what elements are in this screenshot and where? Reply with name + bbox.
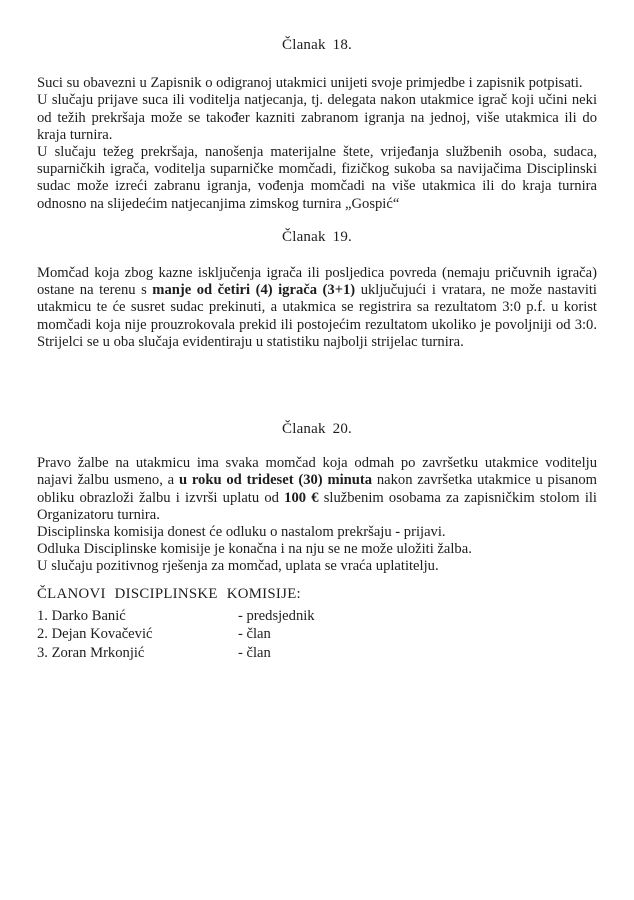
member-role: - član (238, 644, 271, 661)
commission-section (37, 586, 597, 662)
article-20-body (37, 455, 597, 575)
paragraph-text: službenim osobama za zapisničkim stolom ili Organizatoru turnira. (37, 489, 597, 523)
bold-text: 100 € (284, 489, 319, 506)
article-18-paragraph-3: U slučaju težeg prekršaja, nanošenja materijalne štete, vrijeđanja službenih osoba, sudaca, suparničkih igrača, voditelja suparničke momčadi, fizičkog sukoba sa navijačima Disciplinski sudac može izreći zabranu igranja, vođenja momčadi na više utakmica ili do kraja turnira odnosno na slijedećim natjecanjima zimskog turnira „Gospić“ (37, 144, 597, 212)
article-19-body (37, 265, 597, 351)
paragraph-text: Pravo žalbe na utakmicu ima svaka momčad koja odmah po završetku utakmice voditelju najavi žalbu usmeno, a (37, 455, 597, 489)
article-18-paragraph-1: Suci su obavezni u Zapisnik o odigranoj utakmici unijeti svoje primjedbe i zapisnik potpisati. (37, 75, 583, 92)
bold-text: manje od četiri (4) igrača (3+1) (152, 282, 356, 299)
member-role: - član (238, 626, 271, 643)
article-20-paragraph-3: Odluka Disciplinske komisije je konačna i na nju se ne može uložiti žalba. (37, 541, 472, 558)
member-name: 1. Darko Banić (37, 607, 126, 624)
member-name: 2. Dejan Kovačević (37, 626, 153, 643)
article-20 (37, 421, 597, 576)
paragraph-text: nakon završetka utakmice u pisanom obliku obrazloži žalbu i izvrši uplatu od (37, 472, 597, 506)
article-20-paragraph-1 (37, 455, 597, 524)
paragraph-text: uključujući i vratara, ne može nastaviti utakmicu te će susret sudac prekinuti, a utakmica se registrira sa rezultatom 3:0 p.f. u korist momčadi koja nije prouzrokovala prekid ili postojećim rezultatom ukoliko je povoljniji od 3:0. Strijelci se u oba slučaja evidentiraju u statistiku najbolji strijelac turnira. (37, 282, 597, 350)
article-20-paragraph-2: Disciplinska komisija donest će odluku o nastalom prekršaju - prijavi. (37, 524, 446, 541)
member-name: 3. Zoran Mrkonjić (37, 644, 145, 661)
article-18-paragraph-2: U slučaju prijave suca ili voditelja natjecanja, tj. delegata nakon utakmice igrač koji učini neki od težih prekršaja može se također kazniti zabranom igranja na jednoj, više utakmica ili do kraja turnira. (37, 92, 597, 143)
member-role: - predsjednik (238, 607, 315, 624)
commission-heading: ČLANOVI DISCIPLINSKE KOMISIJE: (37, 585, 301, 602)
commission-member-row (37, 644, 597, 662)
article-18-title: Članak 18. (282, 37, 352, 53)
paragraph-text: Momčad koja zbog kazne isključenja igrača ili posljedica povreda (nemaju pričuvnih igrača) ostane na terenu s (37, 265, 597, 299)
article-18-body (37, 75, 597, 213)
article-20-paragraph-4: U slučaju pozitivnog rješenja za momčad, uplata se vraća uplatitelju. (37, 558, 439, 575)
bold-text: u roku od trideset (30) minuta (178, 472, 373, 489)
article-19-paragraph-1 (37, 265, 597, 351)
commission-member-row (37, 607, 597, 625)
commission-member-row (37, 625, 597, 643)
article-19 (37, 229, 597, 351)
article-18 (37, 37, 597, 213)
article-20-title: Članak 20. (282, 421, 352, 438)
article-19-title: Članak 19. (282, 228, 352, 245)
